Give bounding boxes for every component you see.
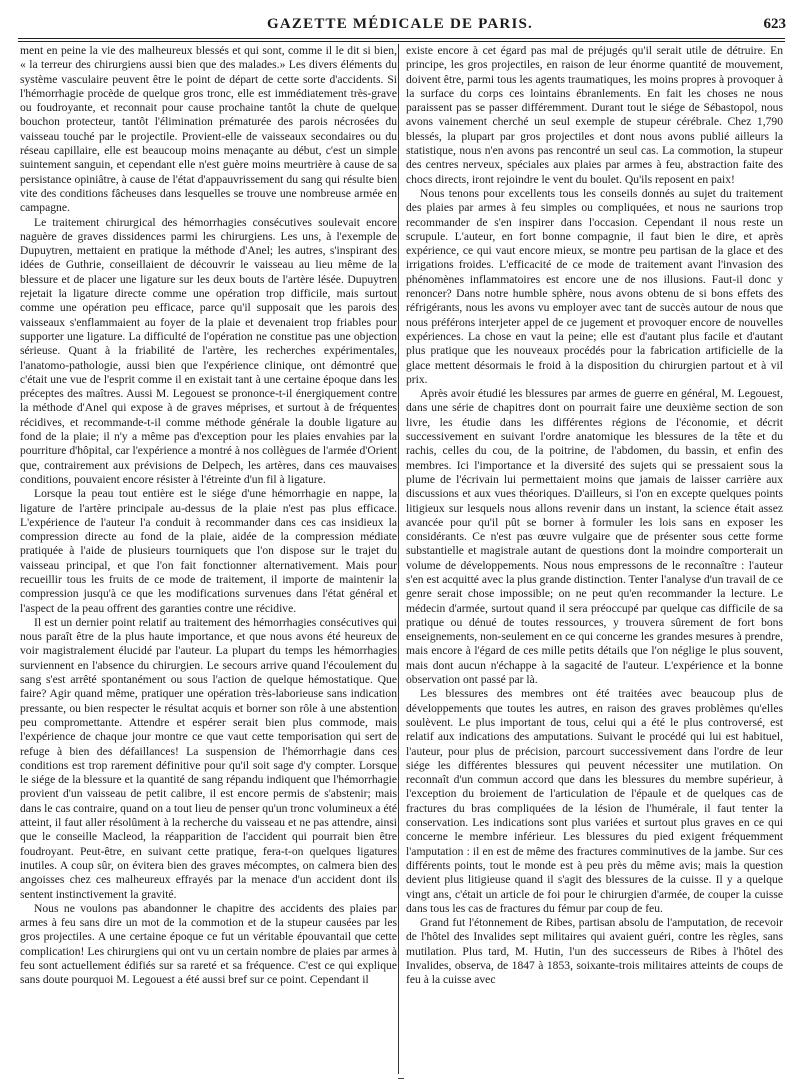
- paragraph: Après avoir étudié les blessures par armes de guerre en général, M. Legouest, dans une série de chapitres dont on pourrait faire une deuxième section de son livre, les étudie dans les différentes régions de l'économie, et décrit successivement en suivant l'ordre anatomique les blessures de la tête et du rachis, celles du cou, de la poitrine, de l'abdomen, du bassin, et enfin des membres. Ici l'importance et la diversité des sujets qui se pressaient sous la plume de l'écrivain lui permettaient moins que jamais de laisser carrière aux discussions et aux vues théoriques. D'ailleurs, si l'on en excepte quelques points litigieux sur lesquels nous allons revenir dans un instant, la science était assez avancée pour qu'il pût se borner à formuler les lois sans en exposer les considérants. Ce n'est pas œuvre vulgaire que de présenter sous cette forme substantielle et magistrale autant de questions dont la moindre comporterait un volume de développements. Nous nous empressons de le reconnaître : l'auteur s'en est acquitté avec la plus grande distinction. Tenter l'analyse d'un travail de ce genre serait chose impossible; on ne peut qu'en recommander la lecture. Le médecin d'armée, surtout quand il sera préoccupé par quelque cas difficile de sa pratique ou dénué de toutes ressources, y trouvera sûrement de fort bons enseignements, non-seulement en ce qui concerne les grandes mesures à prendre, mais encore à l'égard de ces mille petits détails que l'on néglige le plus souvent, mais dont aucun n'échappe à la sagacité de l'auteur. L'expérience et la bonne observation ont passé par là.: [406, 387, 783, 687]
- page-number: 623: [763, 16, 786, 32]
- footer-mark: [398, 1078, 404, 1079]
- paragraph: Le traitement chirurgical des hémorrhagies consécutives soulevait encore naguère de graves dissidences parmi les chirurgiens. Les uns, à l'exemple de Dupuytren, mettaient en pratique la méthode d'Anel; les autres, s'inspirant des idées de Guthrie, conseillaient de découvrir le vaisseau au lieu même de la blessure et de placer une ligature sur les deux bouts de l'artère lésée. Dupuytren rejetait la ligature directe comme une opération trop difficile, mais surtout comme une opération peu efficace, parce qu'il supposait que les parois des vaisseaux s'enflammaient au foyer de la plaie et devenaient trop friables pour supporter une ligature. La difficulté de l'opération ne constitue pas une objection sérieuse. Quant à la friabilité de l'artère, les recherches expérimentales, l'anatomo-pathologie, aussi bien que l'expérience clinique, ont démontré que c'était une vue de l'esprit comme il en existait tant à une certaine époque dans les préceptes des maîtres. Aussi M. Legouest se prononce-t-il énergiquement contre la méthode d'Anel qui expose à de graves méprises, et surtout à de fréquentes récidives, et recommande-t-il comme méthode générale la double ligature au fond de la plaie; il n'y a même pas d'exception pour les plaies envahies par la pourriture d'hôpital, car l'expérience a montré à nos collègues de l'armée d'Orient que, contrairement aux prévisions de Delpech, les artères, dans ces mauvaises conditions, pouvaient encore résister à l'étreinte d'un fil à ligature.: [20, 215, 397, 486]
- paragraph: Les blessures des membres ont été traitées avec beaucoup plus de développements que toutes les autres, en raison des graves problèmes qu'elles soulèvent. Le plus important de tous, celui qui a été le plus controversé, est relatif aux indications des amputations. Suivant le procédé qui lui est habituel, l'auteur, pour plus de précision, parcourt successivement dans l'ordre de leur siége les différentes blessures qui peuvent nécessiter une mutilation. On reconnaît d'un commun accord que dans les blessures du membre supérieur, à l'exception du broiement de l'articulation de l'épaule et de quelques cas de fractures du bras compliquées de la lésion de l'humérale, il faut tenter la conservation. Les indications sont plus variées et surtout plus graves en ce qui concerne le membre inférieur. Les blessures du pied exigent fréquemment l'amputation : il en est de même des fractures comminutives de la jambe. Sur ces différents points, tout le monde est à peu près du même avis; mais la question devient plus litigieuse quand il s'agit des blessures de la cuisse. Il y a quelque vingt ans, c'était un article de foi pour le chirurgien d'armée, de couper la cuisse dans tous les cas de fractures du fémur par coup de feu.: [406, 687, 783, 915]
- right-column: [406, 44, 783, 1076]
- journal-title: GAZETTE MÉDICALE DE PARIS.: [267, 16, 533, 32]
- paragraph: ment en peine la vie des malheureux blessés et qui sont, comme il le dit si bien, « la terreur des chirurgiens aussi bien que des malades.» Les divers éléments du système vasculaire peuvent être le point de départ de cette sorte d'accidents. Si l'hémorrhagie procède de quelque gros tronc, elle est immédiatement très-grave ou foudroyante, et reconnait pour cause prochaine tantôt la chute de quelque bouchon protecteur, tantôt l'élimination prématurée des parois nécrosées du vaisseau touché par le projectile. Provient-elle de vaisseaux secondaires ou du réseau capillaire, elle est beaucoup moins menaçante au début, c'est un simple suintement sanguin, et cependant elle n'est guère moins meurtrière à cause de sa persistance opiniâtre, à cause de l'état d'appauvrissement du sang qui résulte bien vite des conditions fâcheuses dans lesquelles se trouve une nombreuse armée en campagne.: [20, 44, 397, 215]
- page-header: [0, 14, 800, 38]
- header-rule-top: [18, 38, 785, 39]
- left-column: [20, 44, 397, 1076]
- paragraph: Nous tenons pour excellents tous les conseils donnés au sujet du traitement des plaies par armes à feu simples ou compliquées, et nous ne saurions trop recommander de s'en inspirer dans l'occasion. Cependant il nous reste un scrupule. L'auteur, en fort bonne compagnie, il faut bien le dire, et après expérience, ce qui vaut encore mieux, se montre peu partisan de la glace et des irrigations froides. L'efficacité de ce mode de traitement avant l'invasion des phénomènes inflammatoires est encore une de nos illusions. Faut-il donc y renoncer? Dans notre humble sphère, nous avons obtenu de si bons effets des réfrigérants, nous les avons vu employer avec tant de succès autour de nous que nous préférons interjeter appel de ce jugement et provoquer encore de nouvelles expériences. La chose en vaut la peine; elle est d'autant plus facile et d'autant plus pratique que les nouveaux procédés pour la fabrication artificielle de la glace mettent désormais le froid à la disposition du chirurgien partout et à vil prix.: [406, 186, 783, 386]
- header-rule-bottom: [18, 41, 785, 42]
- paragraph: Grand fut l'étonnement de Ribes, partisan absolu de l'amputation, de recevoir de l'hôtel des Invalides sept militaires qui avaient guéri, contre les règles, sans mutilation. Plus tard, M. Hutin, l'un des successeurs de Ribes à l'hôtel des Invalides, observa, de 1847 à 1853, soixante-trois militaires atteints de coups de feu à la cuisse avec: [406, 916, 783, 987]
- paragraph: existe encore à cet égard pas mal de préjugés qu'il serait utile de détruire. En principe, les gros projectiles, en raison de leur énorme quantité de mouvement, doivent être, parmi tous les agents traumatiques, les moins propres à provoquer à la surface du corps ces lointains ébranlements. En fait les choses ne nous paraissent pas se passer différemment. Durant tout le siége de Sébastopol, nous avons vainement cherché un seul exemple de stupeur cérébrale. Chez 1,790 blessés, la plupart par gros projectiles et dont nous avons publié ailleurs la statistique, nous n'en avons pas rencontré un seul cas. La commotion, la stupeur des centres nerveux, spéciales aux plaies par armes à feu, abstraction faite des chocs directs, iront rejoindre le vent du boulet. Qu'ils reposent en paix!: [406, 44, 783, 186]
- column-divider: [398, 44, 399, 1074]
- paragraph: Il est un dernier point relatif au traitement des hémorrhagies consécutives qui nous paraît être de la plus haute importance, et que nous avons été heureux de voir magistralement élucidé par l'auteur. La plupart du temps les hémorrhagies surviennent en l'absence du chirurgien. Le secours arrive quand l'écoulement du sang s'est arrêté spontanément ou sous l'action de quelque hémostatique. Que faire? Agir quand même, pratiquer une opération très-laborieuse sans indication pressante, ou bien respecter le résultat acquis et borner son rôle à une abstention peu compromettante. Attendre et espérer serait bien plus commode, mais l'expérience de chaque jour montre ce que vaut cette temporisation qui sert de refuge à bien des défaillances! La suspension de l'hémorrhagie dans ces conditions est trop rarement définitive pour qu'il soit sage d'y compter. Lorsque le siége de la blessure et la quantité de sang répandu indiquent que l'hémorrhagie provient d'un vaisseau de petit calibre, il est encore permis de s'abstenir; mais dans le cas contraire, quand on a tout lieu de penser qu'un tronc volumineux a été atteint, il faut aller résolûment à la recherche du vaisseau et ne pas attendre, ainsi que le conseille Macleod, la réapparition de l'accident qui pourrait bien être foudroyant. Peut-être, en suivant cette pratique, fera-t-on quelques ligatures inutiles. A coup sûr, on évitera bien des graves mécomptes, on calmera bien des angoisses chez ces malheureux effrayés par la menace d'un accident dont ils sentent instinctivement la gravité.: [20, 615, 397, 901]
- paragraph: Lorsque la peau tout entière est le siége d'une hémorrhagie en nappe, la ligature de l'artère principale au-dessus de la plaie n'est pas plus efficace. L'expérience de l'auteur l'a conduit à recommander dans ces cas insidieux la compression directe au fond de la plaie, aidée de la compression médiate pratiquée à l'aide de plusieurs tourniquets que l'on dispose sur le trajet du vaisseau principal, et que l'on fait fonctionner alternativement. Mais pour recueillir tous les fruits de ce mode de traitement, il importe de maintenir la compression jusqu'à ce que les modifications survenues dans l'état général et l'aspect de la peau offrent des garanties contre une récidive.: [20, 487, 397, 615]
- paragraph: Nous ne voulons pas abandonner le chapitre des accidents des plaies par armes à feu sans dire un mot de la commotion et de la stupeur causées par les gros projectiles. A une certaine époque ce fut un véritable épouvantail que cette complication! Les chirurgiens qui ont vu un certain nombre de plaies par armes à feu sont actuellement édifiés sur sa rareté et sa fréquence. C'est ce qui explique sans doute pourquoi M. Legouest a été aussi bref sur ce point. Cependant il: [20, 901, 397, 987]
